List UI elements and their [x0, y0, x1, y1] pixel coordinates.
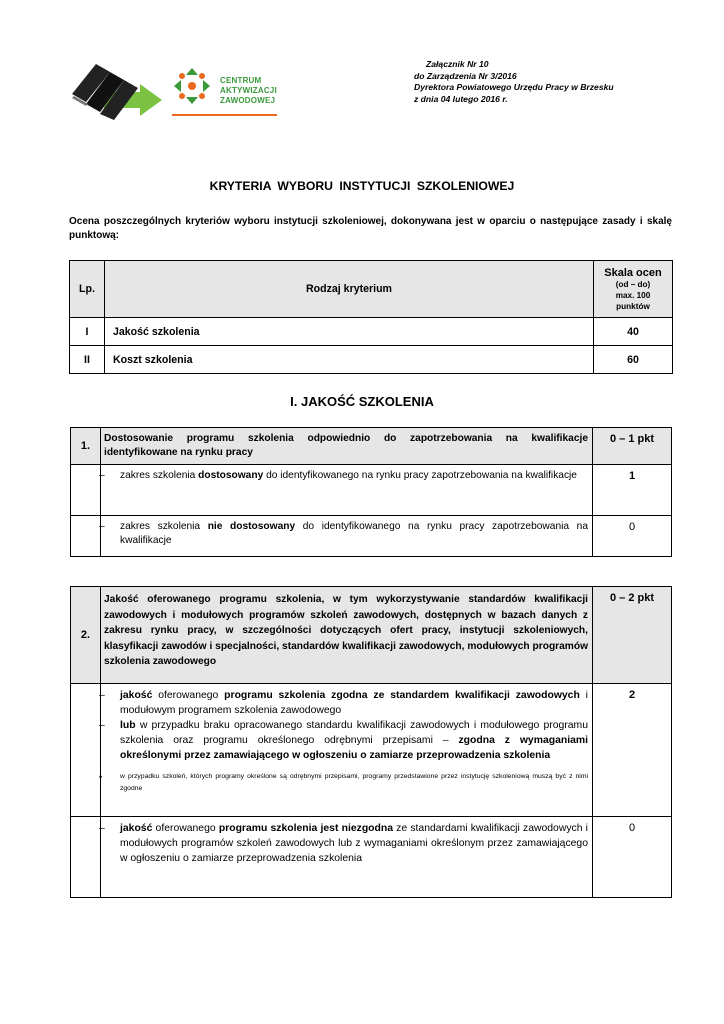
dash-icon: – [99, 823, 105, 834]
criterion-2-table [70, 586, 672, 898]
col-lp-header: Lp. [70, 261, 105, 318]
logo [70, 62, 285, 122]
summary-table [69, 260, 673, 374]
summary-lp: II [70, 346, 105, 374]
header-note-line-3: Dyrektora Powiatowego Urzędu Pracy w Brzesku [414, 82, 614, 92]
dash-icon: – [99, 690, 105, 701]
summary-row [70, 346, 673, 374]
criterion-2-header-row [71, 587, 672, 684]
logo-line-1: CENTRUM [220, 76, 262, 85]
header-note-line-4: z dnia 04 lutego 2016 r. [414, 93, 508, 104]
criterion-2-option-2-points: 0 [593, 817, 672, 898]
header-note-line-2: do Zarządzenia Nr 3/2016 [414, 70, 517, 81]
header-note [414, 59, 714, 105]
logo-text [220, 76, 277, 106]
intro-paragraph: Ocena poszczególnych kryteriów wyboru instytucji szkoleniowej, dokonywana jest w oparciu o następujące zasady i skalę punktową: [69, 216, 672, 241]
summary-points: 60 [594, 346, 673, 374]
summary-lp: I [70, 318, 105, 346]
summary-name: Jakość szkolenia [105, 318, 594, 346]
criterion-1-option-2-points: 0 [593, 516, 672, 557]
header-note-line-1: Załącznik Nr 10 [426, 59, 489, 69]
criterion-1-number: 1. [71, 428, 101, 465]
summary-name: Koszt szkolenia [105, 346, 594, 374]
dash-icon: – [99, 521, 105, 532]
criterion-2-number: 2. [71, 587, 101, 684]
scale-title: Skala ocen [604, 266, 662, 279]
logo-underline [172, 114, 277, 116]
criterion-2-option-row [71, 684, 672, 817]
criterion-2-option-1-points: 2 [593, 684, 672, 817]
criterion-1-option-row [71, 465, 672, 516]
col-scale-header [594, 261, 673, 318]
logo-line-2: AKTYWIZACJI [220, 86, 277, 95]
criterion-2-title: Jakość oferowanego programu szkolenia, w tym wykorzystywanie standardów kwalifikacji zawodowych i modułowych programów szkoleń zawodowych, dostępnych w bazach danych z zakresu rynku pracy, w szczególności dotyczących ofert pracy, instytucji szkoleniowych, klasyfikacji zawodów i specjalności, standardów kwalifikacji zawodowych, modułowych programów szkolenia zawodowego [101, 587, 593, 684]
dash-icon: – [99, 720, 105, 731]
logo-graphic-icon [70, 62, 180, 122]
criterion-1-option-row [71, 516, 672, 557]
document-title: KRYTERIA WYBORU INSTYTUCJI SZKOLENIOWEJ [209, 179, 515, 193]
criterion-2-range: 0 – 2 pkt [593, 587, 672, 684]
criterion-2-note: w przypadku szkoleń, których programy określone są odrębnymi przepisami, programy przedstawione przez instytucję szkoleniową muszą być z nimi zgodne [120, 773, 588, 792]
criterion-1-table [70, 427, 672, 557]
criterion-1-range: 0 – 1 pkt [593, 428, 672, 465]
bullet-icon: • [99, 772, 103, 782]
criterion-1-option-1-points: 1 [593, 465, 672, 516]
summary-row [70, 318, 673, 346]
criterion-1-option-1: – zakres szkolenia dostosowany do identyfikowanego na rynku pracy zapotrzebowania na kwalifikacje [101, 465, 593, 516]
criterion-2-option-1: – jakość oferowanego programu szkolenia zgodna ze standardem kwalifikacji zawodowych i modułowym programem szkolenia zawodowego – lub w przypadku braku opracowanego standardu kwalifikacji zawodowych i modułowego programu szkolenia oraz programu określonego odrębnymi przepisami – zgodna z wymaganiami określonymi przez zamawiającego w ogłoszeniu o zamiarze przeprowadzenia szkolenia • w przypadku szkoleń, których programy określone są odrębnymi przepisami, programy przedstawione przez instytucję szkoleniową muszą być z nimi zgodne [101, 684, 593, 817]
criterion-2-option-row [71, 817, 672, 898]
people-arrows-icon [172, 66, 212, 106]
criterion-1-option-2: – zakres szkolenia nie dostosowany do identyfikowanego na rynku pracy zapotrzebowania na kwalifikacje [101, 516, 593, 557]
logo-line-3: ZAWODOWEJ [220, 96, 276, 105]
criterion-2-option-2: – jakość oferowanego programu szkolenia jest niezgodna ze standardami kwalifikacji zawodowych i modułowych programów szkoleń zawodowych lub z wymaganiami określonym przez zamawiającego w ogłoszeniu o zamiarze przeprowadzenia szkolenia [101, 817, 593, 898]
scale-sub-3: punktów [616, 301, 650, 311]
criterion-1-header-row [71, 428, 672, 465]
summary-points: 40 [594, 318, 673, 346]
section-title: I. JAKOŚĆ SZKOLENIA [290, 394, 434, 409]
scale-sub-1: (od – do) [615, 279, 651, 289]
dash-icon: – [99, 470, 105, 481]
scale-sub-2: max. 100 [615, 290, 651, 300]
criterion-1-title: Dostosowanie programu szkolenia odpowiednio do zapotrzebowania na kwalifikacje identyfikowane na rynku pracy [101, 428, 593, 465]
col-criterion-header: Rodzaj kryterium [105, 261, 594, 318]
summary-header-row [70, 261, 673, 318]
